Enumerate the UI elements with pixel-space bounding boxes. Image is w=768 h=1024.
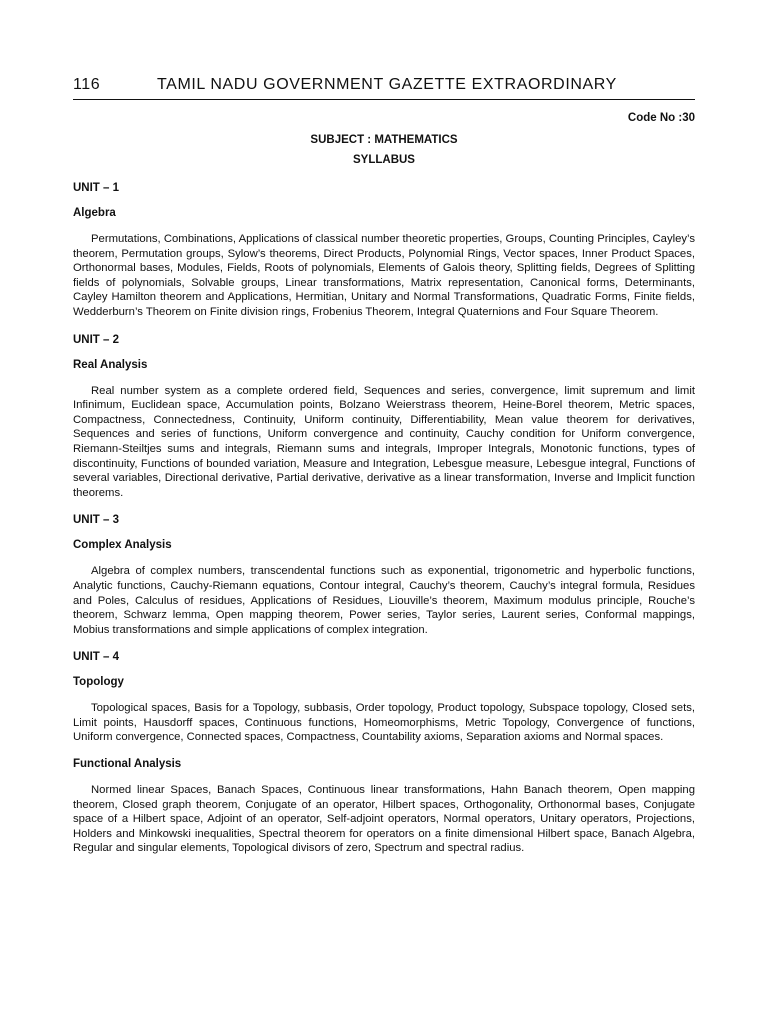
unit-2-heading: UNIT – 2 [73,333,120,346]
page-number: 116 [73,76,101,93]
unit-2-text: Real number system as a complete ordered field, Sequences and series, convergence, limit supremum and limit Infinimum, Euclidean space, Accumulation points, Bolzano Weierstrass theorem, Heine-Borel theorem, Metric spaces, Compactness, Connectedness, Continuity, Uniform continuity, Differentiability, Mean value theorem for derivatives, Sequences and series of functions, Uniform convergence and continuity, Cauchy condition for Uniform convergence, Riemann-Steiltjes sums and integrals, Riemann sums and integrals, Improper Integrals, Monotonic functions, types of discontinuity, Functions of bounded variation, Measure and Integration, Lebesgue measure, Lebesgue integral, Functions of several variables, Directional derivative, Partial derivative, derivative as a linear transformation, Inverse and Implicit function theorems. [73,384,695,499]
syllabus-title: SYLLABUS [353,154,415,166]
unit-1-text: Permutations, Combinations, Applications of classical number theoretic properties, Groups, Counting Principles, Cayley’s theorem, Permutation groups, Sylow’s theorems, Direct Products, Polynomial Rings, Vector spaces, Inner Product Spaces, Orthonormal bases, Modules, Fields, Roots of polynomials, Elements of Galois theory, Splitting fields, Degrees of Splitting fields of polynomials, Solvable groups, Linear transformations, Matrix representation, Canonical forms, Determinants, Cayley Hamilton theorem and Applications, Hermitian, Unitary and Normal Transformations, Quadratic Forms, Finite fields, Wedderburn’s Theorem on Finite division rings, Frobenius Theorem, Integral Quaternions and Four Square Theorem. [73,233,695,318]
unit-3-heading: UNIT – 3 [73,514,120,527]
unit-4-title: Topology [73,676,124,689]
unit-4-heading: UNIT – 4 [73,651,120,664]
code-number: Code No :30 [627,112,695,124]
unit-3-title: Complex Analysis [73,539,172,552]
unit-2-title: Real Analysis [73,358,148,371]
syllabus-content [73,112,695,856]
unit-1-title: Algebra [73,207,116,219]
unit-1-heading: UNIT – 1 [73,182,120,194]
gazette-title: TAMIL NADU GOVERNMENT GAZETTE EXTRAORDINARY [157,76,617,93]
subject-title: SUBJECT : MATHEMATICS [310,134,458,146]
functional-analysis-text: Normed linear Spaces, Banach Spaces, Continuous linear transformations, Hahn Banach theorem, Open mapping theorem, Closed graph theorem, Conjugate of an operator, Hilbert spaces, Orthogonality, Orthonormal bases, Conjugate space of a Hilbert space, Adjoint of an operator, Self-adjoint operators, Normal operators, Unitary operators, Projections, Holders and Minkowski inequalities, Spectral theorem for operators on a finite dimensional Hilbert space, Banach Algebra, Regular and singular elements, Topological divisors of zero, Spectrum and spectral radius. [73,784,695,855]
page-header [73,76,695,100]
functional-analysis-title: Functional Analysis [73,758,182,771]
unit-4-text: Topological spaces, Basis for a Topology, subbasis, Order topology, Product topology, Subspace topology, Closed sets, Limit points, Hausdorff spaces, Continuous functions, Homeomorphisms, Metric Topology, Convergence of functions, Uniform convergence, Connected spaces, Compactness, Countability axioms, Separation axioms and Normal spaces. [73,702,695,744]
unit-3-text: Algebra of complex numbers, transcendental functions such as exponential, trigonometric and hyperbolic functions, Analytic functions, Cauchy-Riemann equations, Contour integral, Cauchy’s theorem, Cauchy’s integral formula, Residues and Poles, Calculus of residues, Applications of Residues, Liouville’s theorem, Maximum modulus principle, Rouche’s theorem, Schwarz lemma, Open mapping theorem, Power series, Taylor series, Laurent series, Conformal mappings, Mobius transformations and simple applications of complex integration. [73,565,695,636]
